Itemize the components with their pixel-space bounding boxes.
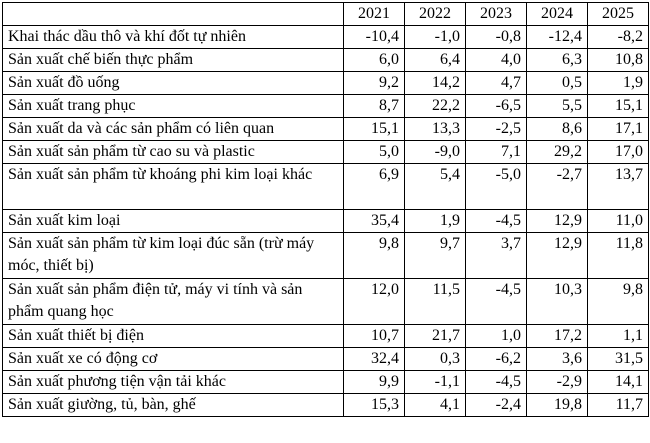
value-cell: 4,7 bbox=[466, 72, 527, 95]
value-cell: 9,9 bbox=[344, 371, 405, 394]
value-cell: 17,0 bbox=[588, 141, 649, 164]
value-cell: 1,9 bbox=[588, 72, 649, 95]
header-cell-year: 2023 bbox=[466, 3, 527, 26]
value-cell: 17,1 bbox=[588, 118, 649, 141]
value-cell: 9,8 bbox=[344, 233, 405, 279]
row-label: Sản xuất xe có động cơ bbox=[3, 348, 344, 371]
row-label: Sản xuất thiết bị điện bbox=[3, 325, 344, 348]
value-cell: -12,4 bbox=[527, 26, 588, 49]
value-cell: 5,0 bbox=[344, 141, 405, 164]
value-cell: 10,3 bbox=[527, 279, 588, 325]
row-label: Sản xuất sản phẩm từ cao su và plastic bbox=[3, 141, 344, 164]
value-cell: 15,3 bbox=[344, 394, 405, 417]
value-cell: 6,3 bbox=[527, 49, 588, 72]
table-row bbox=[3, 279, 649, 325]
row-label: Sản xuất sản phẩm từ khoáng phi kim loại khác bbox=[3, 164, 344, 210]
row-label: Sản xuất đồ uống bbox=[3, 72, 344, 95]
row-label: Sản xuất phương tiện vận tải khác bbox=[3, 371, 344, 394]
value-cell: -1,1 bbox=[405, 371, 466, 394]
table-row bbox=[3, 371, 649, 394]
value-cell: 1,1 bbox=[588, 325, 649, 348]
value-cell: 12,0 bbox=[344, 279, 405, 325]
value-cell: 8,6 bbox=[527, 118, 588, 141]
row-label: Sản xuất da và các sản phẩm có liên quan bbox=[3, 118, 344, 141]
value-cell: -4,5 bbox=[466, 279, 527, 325]
value-cell: -9,0 bbox=[405, 141, 466, 164]
value-cell: 35,4 bbox=[344, 210, 405, 233]
value-cell: 7,1 bbox=[466, 141, 527, 164]
row-label: Sản xuất kim loại bbox=[3, 210, 344, 233]
value-cell: -4,5 bbox=[466, 371, 527, 394]
value-cell: 10,7 bbox=[344, 325, 405, 348]
table-row bbox=[3, 164, 649, 210]
value-cell: 11,0 bbox=[588, 210, 649, 233]
value-cell: 10,8 bbox=[588, 49, 649, 72]
value-cell: -6,5 bbox=[466, 95, 527, 118]
value-cell: 11,5 bbox=[405, 279, 466, 325]
header-cell-year: 2024 bbox=[527, 3, 588, 26]
value-cell: 13,3 bbox=[405, 118, 466, 141]
row-label: Sản xuất chế biến thực phẩm bbox=[3, 49, 344, 72]
value-cell: 11,8 bbox=[588, 233, 649, 279]
value-cell: 31,5 bbox=[588, 348, 649, 371]
table-row bbox=[3, 26, 649, 49]
row-label: Sản xuất sản phẩm điện tử, máy vi tính và sản phẩm quang học bbox=[3, 279, 344, 325]
value-cell: 9,7 bbox=[405, 233, 466, 279]
value-cell: 3,6 bbox=[527, 348, 588, 371]
value-cell: 4,0 bbox=[466, 49, 527, 72]
value-cell: 1,0 bbox=[466, 325, 527, 348]
header-cell-empty bbox=[3, 3, 344, 26]
value-cell: 11,7 bbox=[588, 394, 649, 417]
table-row bbox=[3, 325, 649, 348]
value-cell: -5,0 bbox=[466, 164, 527, 210]
value-cell: 12,9 bbox=[527, 233, 588, 279]
value-cell: 6,0 bbox=[344, 49, 405, 72]
row-label: Sản xuất sản phẩm từ kim loại đúc sẵn (trừ máy móc, thiết bị) bbox=[3, 233, 344, 279]
value-cell: 0,5 bbox=[527, 72, 588, 95]
header-row bbox=[3, 3, 649, 26]
table-row bbox=[3, 118, 649, 141]
value-cell: 15,1 bbox=[588, 95, 649, 118]
header-cell-year: 2025 bbox=[588, 3, 649, 26]
value-cell: -2,4 bbox=[466, 394, 527, 417]
table-row bbox=[3, 233, 649, 279]
row-label: Khai thác dầu thô và khí đốt tự nhiên bbox=[3, 26, 344, 49]
table-body bbox=[3, 26, 649, 417]
table-row bbox=[3, 49, 649, 72]
table-row bbox=[3, 394, 649, 417]
value-cell: 1,9 bbox=[405, 210, 466, 233]
value-cell: 3,7 bbox=[466, 233, 527, 279]
row-label: Sản xuất trang phục bbox=[3, 95, 344, 118]
value-cell: 21,7 bbox=[405, 325, 466, 348]
value-cell: 15,1 bbox=[344, 118, 405, 141]
header-cell-year: 2022 bbox=[405, 3, 466, 26]
value-cell: -8,2 bbox=[588, 26, 649, 49]
value-cell: 5,4 bbox=[405, 164, 466, 210]
value-cell: 29,2 bbox=[527, 141, 588, 164]
value-cell: -2,9 bbox=[527, 371, 588, 394]
value-cell: 5,5 bbox=[527, 95, 588, 118]
value-cell: 12,9 bbox=[527, 210, 588, 233]
industrial-production-index-table bbox=[2, 2, 649, 417]
table-row bbox=[3, 348, 649, 371]
value-cell: 14,1 bbox=[588, 371, 649, 394]
value-cell: 14,2 bbox=[405, 72, 466, 95]
row-label: Sản xuất giường, tủ, bàn, ghế bbox=[3, 394, 344, 417]
value-cell: 0,3 bbox=[405, 348, 466, 371]
value-cell: 9,8 bbox=[588, 279, 649, 325]
value-cell: 13,7 bbox=[588, 164, 649, 210]
value-cell: 17,2 bbox=[527, 325, 588, 348]
table-row bbox=[3, 72, 649, 95]
header-cell-year: 2021 bbox=[344, 3, 405, 26]
table-row bbox=[3, 95, 649, 118]
table-header bbox=[3, 3, 649, 26]
value-cell: -1,0 bbox=[405, 26, 466, 49]
value-cell: 8,7 bbox=[344, 95, 405, 118]
value-cell: -2,5 bbox=[466, 118, 527, 141]
value-cell: 4,1 bbox=[405, 394, 466, 417]
value-cell: -4,5 bbox=[466, 210, 527, 233]
value-cell: -2,7 bbox=[527, 164, 588, 210]
value-cell: 6,4 bbox=[405, 49, 466, 72]
value-cell: 19,8 bbox=[527, 394, 588, 417]
table-row bbox=[3, 210, 649, 233]
value-cell: -6,2 bbox=[466, 348, 527, 371]
table-row bbox=[3, 141, 649, 164]
value-cell: 9,2 bbox=[344, 72, 405, 95]
value-cell: 22,2 bbox=[405, 95, 466, 118]
value-cell: -0,8 bbox=[466, 26, 527, 49]
value-cell: 32,4 bbox=[344, 348, 405, 371]
value-cell: 6,9 bbox=[344, 164, 405, 210]
value-cell: -10,4 bbox=[344, 26, 405, 49]
